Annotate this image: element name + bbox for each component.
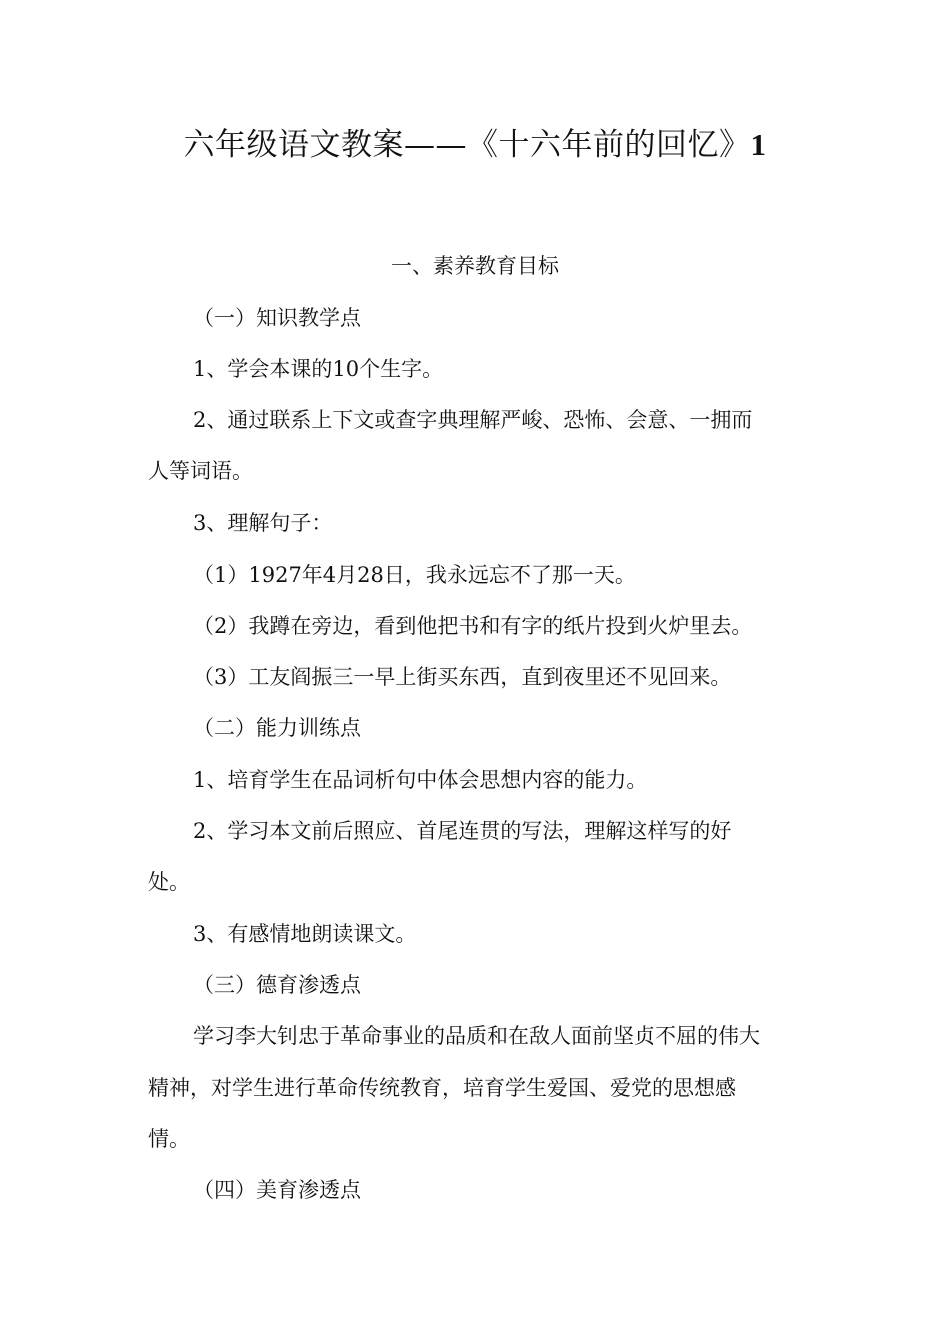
subheading-moral: （三）德育渗透点 [193, 973, 361, 997]
paragraph-line: 1、培育学生在品词析句中体会思想内容的能力。 [193, 768, 648, 792]
paragraph-line: 处。 [148, 870, 190, 894]
paragraph-line: 学习李大钊忠于革命事业的品质和在敌人面前坚贞不屈的伟大 [193, 1024, 760, 1048]
subheading-ability: （二）能力训练点 [193, 716, 361, 740]
title-number: 1 [750, 127, 767, 162]
document-title [0, 122, 950, 168]
paragraph-line: 2、学习本文前后照应、首尾连贯的写法，理解这样写的好 [193, 819, 732, 843]
paragraph-line: （1）1927年4月28日，我永远忘不了那一天。 [193, 563, 636, 587]
section-heading: 一、素养教育目标 [391, 254, 559, 278]
paragraph-line: 人等词语。 [148, 459, 253, 483]
paragraph-line: （2）我蹲在旁边，看到他把书和有字的纸片投到火炉里去。 [193, 614, 753, 638]
paragraph-line: （3）工友阎振三一早上街买东西，直到夜里还不见回来。 [193, 665, 732, 689]
paragraph-line: 1、学会本课的10个生字。 [193, 357, 444, 381]
subheading-knowledge: （一）知识教学点 [193, 306, 361, 330]
paragraph-line: 情。 [148, 1127, 190, 1151]
paragraph-line: 精神，对学生进行革命传统教育，培育学生爱国、爱党的思想感 [148, 1076, 736, 1100]
paragraph-line: 2、通过联系上下文或查字典理解严峻、恐怖、会意、一拥而 [193, 408, 753, 432]
paragraph-line: 3、理解句子： [193, 511, 333, 535]
subheading-aesthetic: （四）美育渗透点 [193, 1178, 361, 1202]
title-text: 六年级语文教案——《十六年前的回忆》 [183, 127, 751, 163]
paragraph-line: 3、有感情地朗读课文。 [193, 922, 417, 946]
